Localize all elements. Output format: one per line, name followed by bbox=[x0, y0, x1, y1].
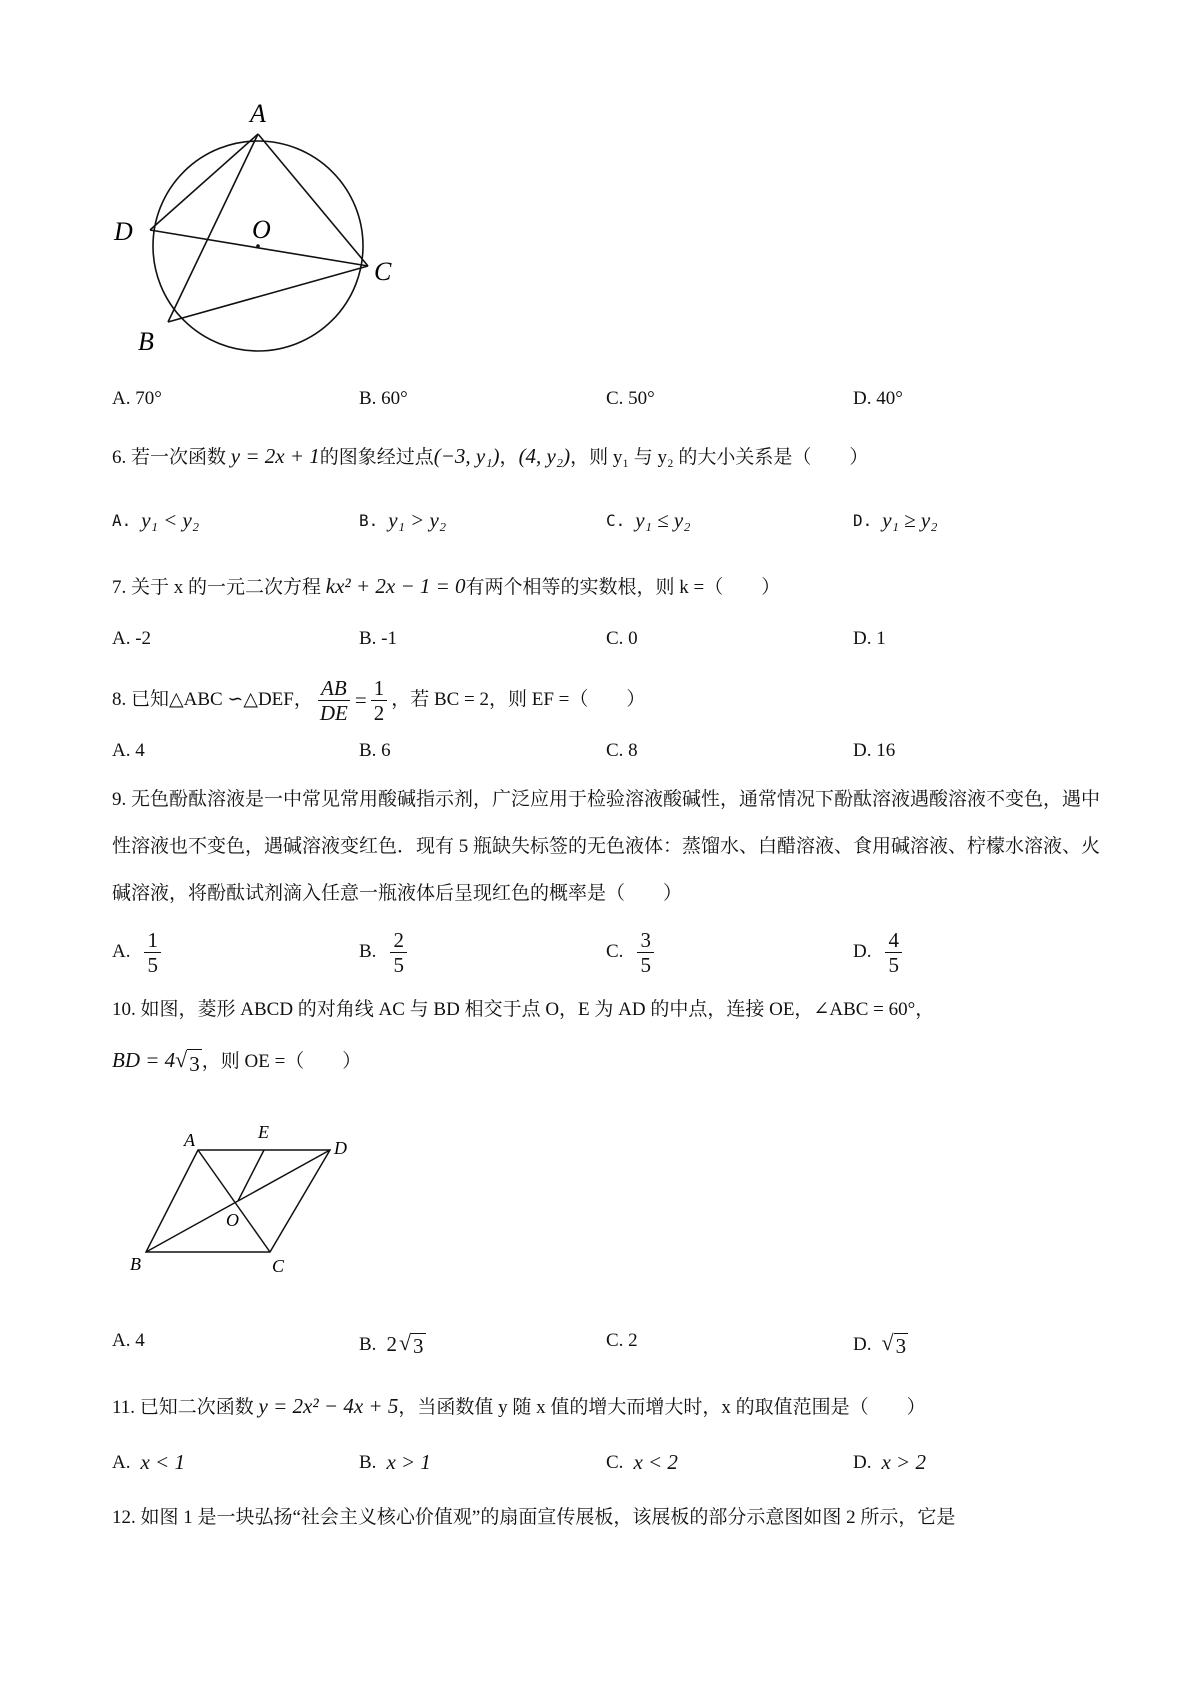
q9-option-a[interactable]: A. $\frac{1}{5}$ bbox=[112, 922, 165, 982]
q6-point-2: (4, y₂) bbox=[518, 444, 571, 468]
question-7 bbox=[112, 572, 780, 602]
q8-option-c[interactable]: C. 8 bbox=[606, 740, 638, 761]
q10-option-d-sqrt: √ 3 bbox=[881, 1330, 907, 1358]
q7-option-a[interactable]: A. -2 bbox=[112, 628, 152, 649]
question-10-line-2 bbox=[112, 1046, 361, 1078]
rhombus-figure bbox=[120, 1120, 360, 1290]
q9-option-a-fraction: $\frac{1}{5}$ bbox=[144, 928, 161, 977]
rhombus-diagram bbox=[120, 1120, 360, 1290]
q6-option-d[interactable]: D. y₁ ≥ y₂ bbox=[853, 508, 938, 532]
q6-option-b[interactable]: B. y₁ > y₂ bbox=[359, 508, 447, 532]
q11-option-d[interactable]: D. x > 2 bbox=[853, 1450, 926, 1474]
rhombus-label-D: D bbox=[334, 1138, 347, 1158]
q9-option-b-fraction: $\frac{2}{5}$ bbox=[390, 928, 407, 977]
q6-suffix: ，则 y₁ 与 y₂ 的大小关系是（ ） bbox=[570, 447, 869, 468]
q6-mid: 的图象经过点 bbox=[319, 447, 434, 468]
q7-option-c[interactable]: C. 0 bbox=[606, 628, 638, 649]
q10-options bbox=[112, 1330, 1112, 1370]
q6-option-c[interactable]: C. y₁ ≤ y₂ bbox=[606, 508, 691, 532]
circle-figure bbox=[100, 90, 400, 360]
q10-bd-value: BD = 4 bbox=[112, 1048, 176, 1072]
q8-suffix: ，若 BC = 2，则 EF =（ ） bbox=[391, 689, 646, 710]
rhombus-label-E: E bbox=[258, 1122, 269, 1142]
q11-option-b[interactable]: B. x > 1 bbox=[359, 1450, 431, 1474]
q8-option-a[interactable]: A. 4 bbox=[112, 740, 145, 761]
q5-option-a[interactable]: A. 70° bbox=[112, 388, 162, 409]
q11-prefix: 11. 已知二次函数 bbox=[112, 1397, 254, 1418]
q8-half-numerator: 1 bbox=[371, 676, 388, 701]
q8-prefix: 8. 已知△ABC ∽△DEF， bbox=[112, 689, 313, 710]
q7-prefix: 7. 关于 x 的一元二次方程 bbox=[112, 577, 322, 598]
q10-option-b[interactable]: B. 2 √ 3 bbox=[359, 1330, 424, 1358]
q6-prefix: 6. 若一次函数 bbox=[112, 447, 227, 468]
q8-equals: = bbox=[354, 688, 367, 712]
q11-option-c[interactable]: C. x < 2 bbox=[606, 1450, 678, 1474]
q11-option-a-math: x < 1 bbox=[140, 1450, 185, 1474]
q6-option-d-math: y₁ ≥ y₂ bbox=[882, 508, 938, 532]
q6-option-b-math: y₁ > y₂ bbox=[388, 508, 447, 532]
q11-option-c-math: x < 2 bbox=[633, 1450, 678, 1474]
q5-options bbox=[112, 388, 1112, 428]
q6-option-a[interactable]: A. y₁ < y₂ bbox=[112, 508, 200, 532]
q8-half-fraction bbox=[371, 676, 388, 725]
q11-option-d-math: x > 2 bbox=[881, 1450, 926, 1474]
rhombus-label-A: A bbox=[184, 1130, 195, 1150]
q10-option-b-coef: 2 bbox=[386, 1332, 397, 1356]
q7-options bbox=[112, 628, 1112, 668]
q11-options bbox=[112, 1450, 1112, 1490]
q8-half-denominator: 2 bbox=[373, 700, 385, 725]
q5-option-b[interactable]: B. 60° bbox=[359, 388, 408, 409]
rhombus-label-O: O bbox=[226, 1210, 239, 1230]
q8-ratio-numerator: AB bbox=[318, 676, 350, 701]
q9-option-d-fraction: $\frac{4}{5}$ bbox=[885, 928, 902, 977]
q8-options bbox=[112, 740, 1112, 780]
q7-suffix: 有两个相等的实数根，则 k =（ ） bbox=[465, 577, 781, 598]
q8-option-b[interactable]: B. 6 bbox=[359, 740, 391, 761]
label-B: B bbox=[138, 327, 154, 356]
rhombus-label-B: B bbox=[130, 1254, 141, 1274]
q10-option-d[interactable]: D. √ 3 bbox=[853, 1330, 907, 1358]
label-C: C bbox=[374, 257, 392, 286]
q5-option-d[interactable]: D. 40° bbox=[853, 388, 903, 409]
q9-option-c[interactable]: C. $\frac{3}{5}$ bbox=[606, 922, 658, 982]
q6-point-1: (−3, y₁) bbox=[433, 444, 500, 468]
question-6 bbox=[112, 442, 868, 472]
question-10-line-1: 10. 如图，菱形 ABCD 的对角线 AC 与 BD 相交于点 O，E 为 AD 的中点，连接 OE，∠ABC = 60°， bbox=[112, 999, 935, 1020]
q9-option-c-fraction: $\frac{3}{5}$ bbox=[637, 928, 654, 977]
rhombus-label-C: C bbox=[272, 1256, 285, 1276]
q11-suffix: ，当函数值 y 随 x 值的增大而增大时，x 的取值范围是（ ） bbox=[398, 1397, 926, 1418]
q6-option-a-math: y₁ < y₂ bbox=[141, 508, 200, 532]
q10-suffix: ，则 OE =（ ） bbox=[201, 1051, 362, 1072]
q9-option-d[interactable]: D. $\frac{4}{5}$ bbox=[853, 922, 906, 982]
q11-option-b-math: x > 1 bbox=[386, 1450, 431, 1474]
q7-equation: kx² + 2x − 1 = 0 bbox=[325, 574, 466, 598]
label-O: O bbox=[252, 215, 271, 244]
q7-option-b[interactable]: B. -1 bbox=[359, 628, 397, 649]
q8-ratio-fraction bbox=[317, 676, 351, 725]
q11-function: y = 2x² − 4x + 5 bbox=[258, 1394, 399, 1418]
question-11 bbox=[112, 1392, 926, 1422]
question-9: 9. 无色酚酞溶液是一中常见常用酸碱指示剂，广泛应用于检验溶液酸碱性，通常情况下酚酞溶液遇酸溶液不变色，遇中性溶液也不变色，遇碱溶液变红色．现有 5 瓶缺失标签的无色液体：蒸馏水、白醋溶液、食用碱溶液、柠檬水溶液、火碱溶液，将酚酞试剂滴入任意一瓶液体后呈现红色的概率是（ ） bbox=[112, 789, 1101, 904]
q8-ratio-denominator: DE bbox=[319, 700, 348, 725]
q6-function: y = 2x + 1 bbox=[230, 444, 320, 468]
q11-option-a[interactable]: A. x < 1 bbox=[112, 1450, 185, 1474]
q6-option-c-math: y₁ ≤ y₂ bbox=[635, 508, 691, 532]
q10-sqrt: √ 3 bbox=[175, 1047, 200, 1076]
q7-option-d[interactable]: D. 1 bbox=[853, 628, 886, 649]
q8-option-d[interactable]: D. 16 bbox=[853, 740, 896, 761]
label-A: A bbox=[250, 99, 266, 128]
label-D: D bbox=[114, 217, 133, 246]
circle-diagram bbox=[100, 90, 400, 360]
q9-options bbox=[112, 922, 1112, 982]
q9-option-b[interactable]: B. $\frac{2}{5}$ bbox=[359, 922, 411, 982]
q10-option-a[interactable]: A. 4 bbox=[112, 1330, 145, 1351]
question-8 bbox=[112, 670, 645, 730]
q5-option-c[interactable]: C. 50° bbox=[606, 388, 655, 409]
q10-option-c[interactable]: C. 2 bbox=[606, 1330, 638, 1351]
q10-option-b-sqrt: √ 3 bbox=[398, 1330, 424, 1358]
q6-options bbox=[112, 508, 1112, 548]
question-12: 12. 如图 1 是一块弘扬“社会主义核心价值观”的扇面宣传展板，该展板的部分示意图如图 2 所示，它是 bbox=[112, 1507, 956, 1528]
q6-comma: ， bbox=[499, 447, 519, 468]
